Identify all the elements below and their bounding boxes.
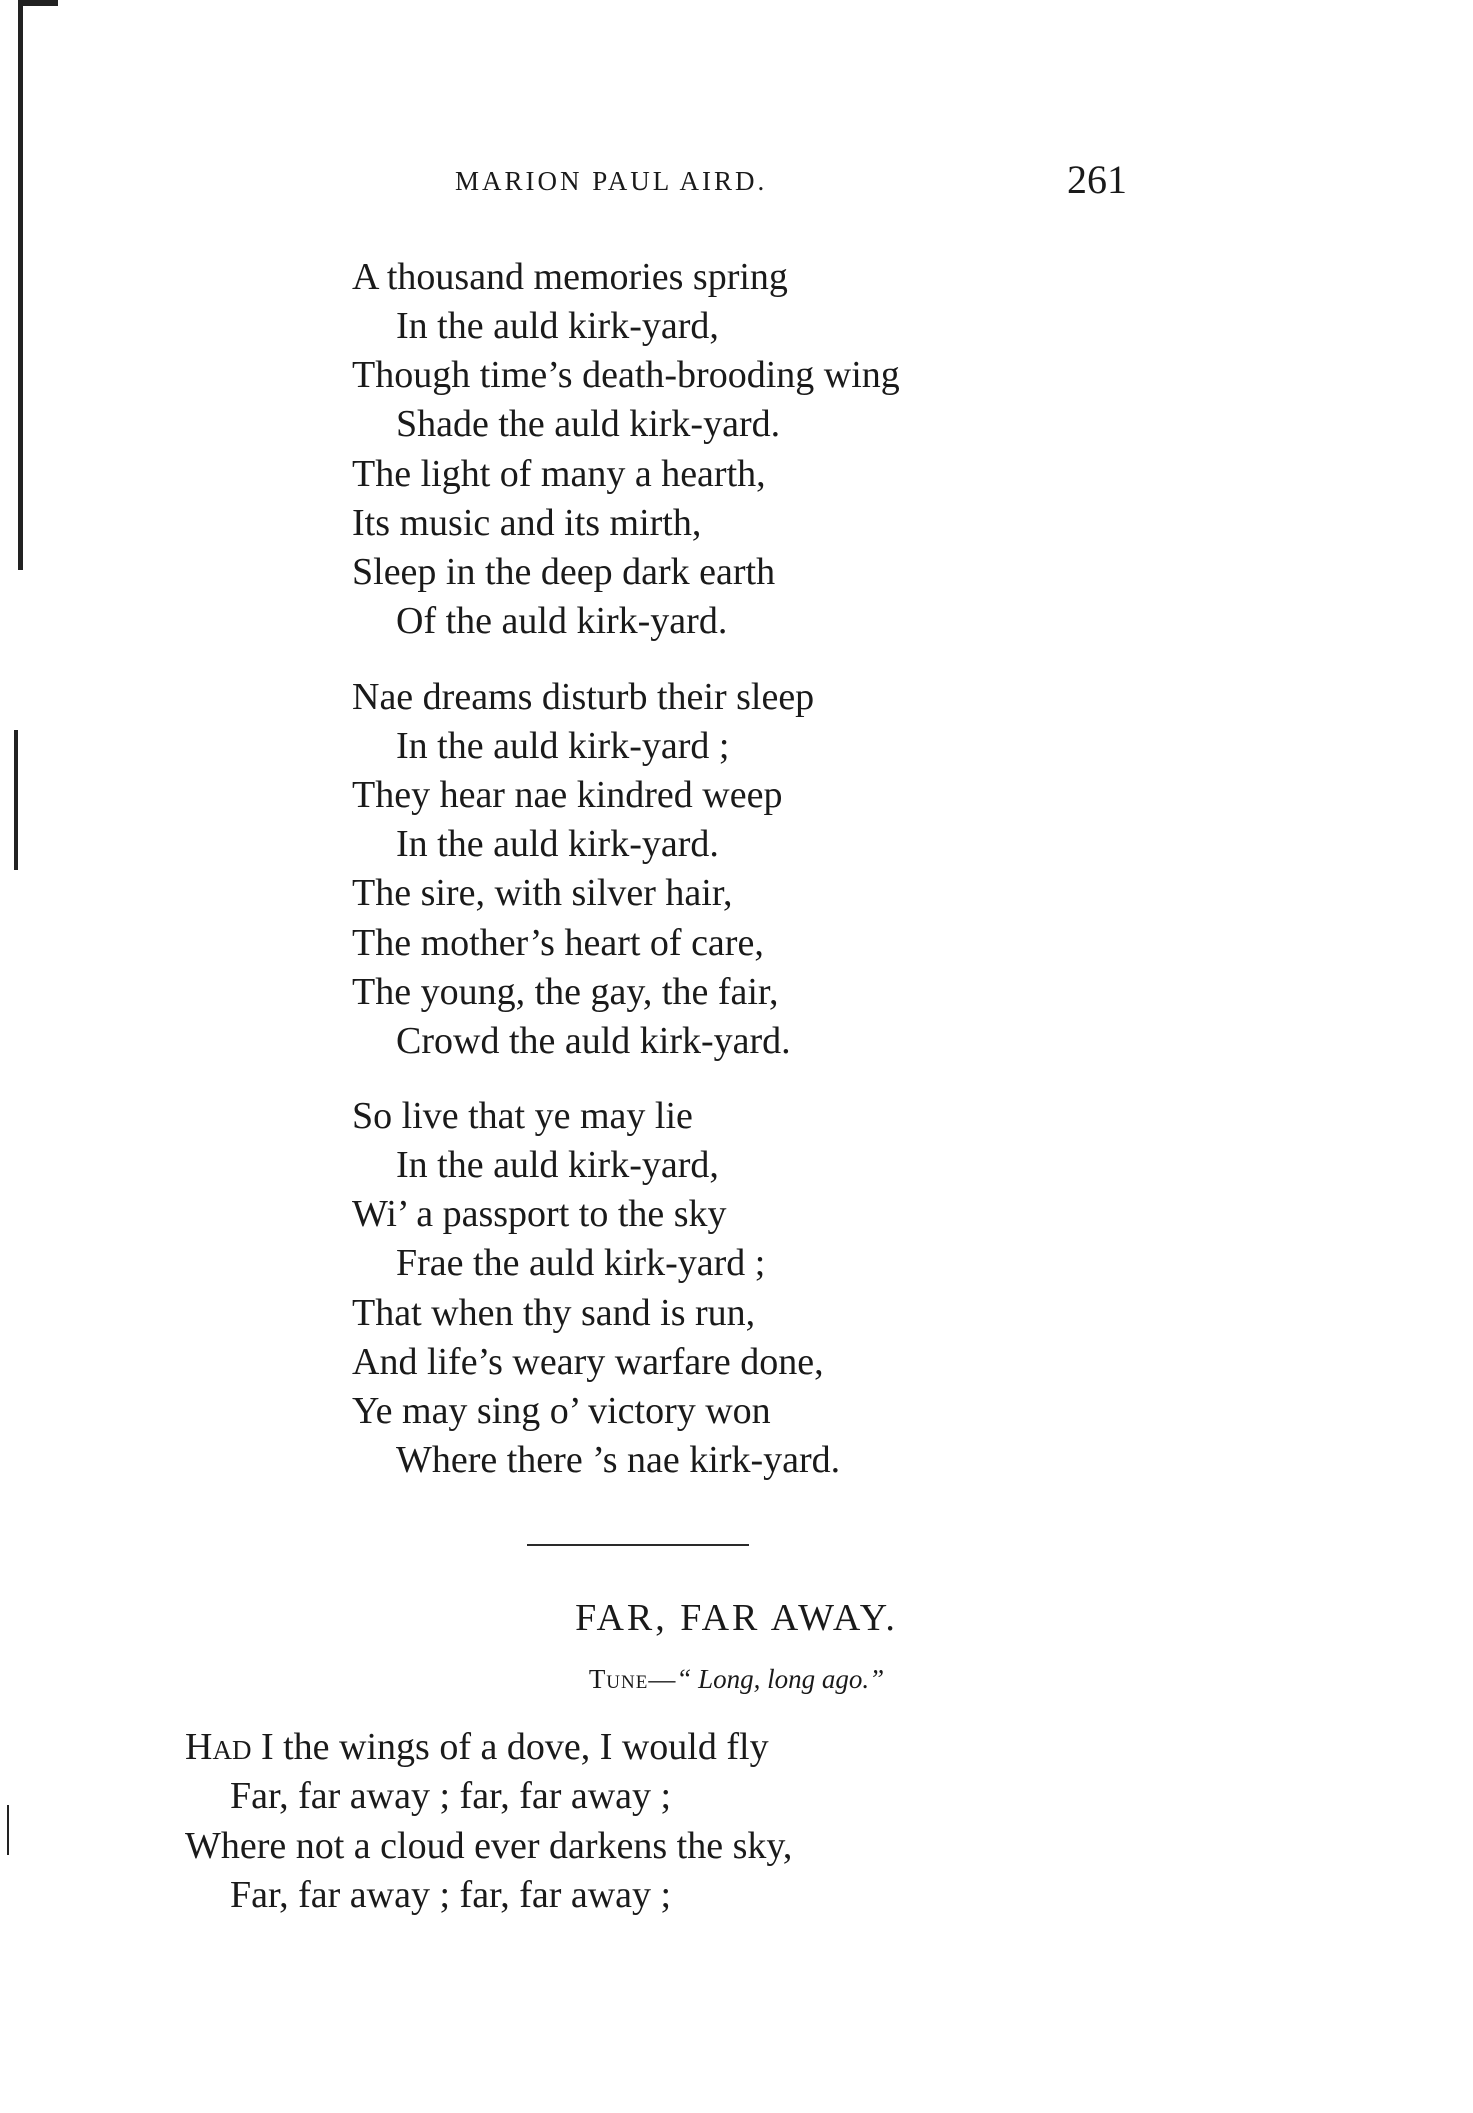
poem-line: In the auld kirk-yard,: [396, 1144, 719, 1186]
poem-line: Shade the auld kirk-yard.: [396, 403, 781, 445]
poem-line: Wi’ a passport to the sky: [352, 1193, 727, 1235]
poem-line: They hear nae kindred weep: [352, 774, 783, 816]
tune-name: “ Long, long ago.”: [676, 1664, 885, 1694]
scan-edge-mark: [7, 1805, 9, 1855]
poem-line: Where not a cloud ever darkens the sky,: [185, 1825, 793, 1867]
poem-line: And life’s weary warfare done,: [352, 1341, 824, 1383]
poem-line: Sleep in the deep dark earth: [352, 551, 776, 593]
poem-line: Far, far away ; far, far away ;: [230, 1775, 672, 1817]
first-word: Had: [185, 1726, 252, 1768]
scan-edge-mark: [18, 0, 23, 570]
scan-edge-mark: [14, 730, 18, 870]
poem-line: Far, far away ; far, far away ;: [230, 1874, 672, 1916]
page-header: [0, 158, 1473, 208]
poem-line: A thousand memories spring: [352, 256, 788, 298]
poem-line: The young, the gay, the fair,: [352, 971, 779, 1013]
poem-line: The light of many a hearth,: [352, 453, 766, 495]
poem-line: So live that ye may lie: [352, 1095, 693, 1137]
running-head: MARION PAUL AIRD.: [455, 166, 768, 196]
poem-line: That when thy sand is run,: [352, 1292, 756, 1334]
poem-line: The mother’s heart of care,: [352, 922, 764, 964]
poem-line: In the auld kirk-yard ;: [396, 725, 730, 767]
poem-title: FAR, FAR AWAY.: [575, 1597, 898, 1639]
poem-line: The sire, with silver hair,: [352, 872, 733, 914]
section-divider: [527, 1544, 749, 1546]
poem-line: [185, 1728, 769, 1766]
poem-line: Though time’s death-brooding wing: [352, 354, 900, 396]
poem-line: Ye may sing o’ victory won: [352, 1390, 771, 1432]
tune-note: [0, 1664, 1473, 1695]
page-number: 261: [1067, 157, 1127, 202]
poem-line: Its music and its mirth,: [352, 502, 702, 544]
poem-line: Crowd the auld kirk-yard.: [396, 1020, 791, 1062]
first-line-rest: I the wings of a dove, I would fly: [251, 1726, 769, 1768]
poem-line: Nae dreams disturb their sleep: [352, 676, 815, 718]
poem-line: Frae the auld kirk-yard ;: [396, 1242, 766, 1284]
poem-line: Of the auld kirk-yard.: [396, 600, 728, 642]
scan-corner-mark: [18, 0, 58, 6]
poem-line: In the auld kirk-yard,: [396, 305, 719, 347]
tune-label: Tune—: [588, 1664, 677, 1694]
poem-line: Where there ’s nae kirk-yard.: [396, 1439, 841, 1481]
poem-line: In the auld kirk-yard.: [396, 823, 719, 865]
